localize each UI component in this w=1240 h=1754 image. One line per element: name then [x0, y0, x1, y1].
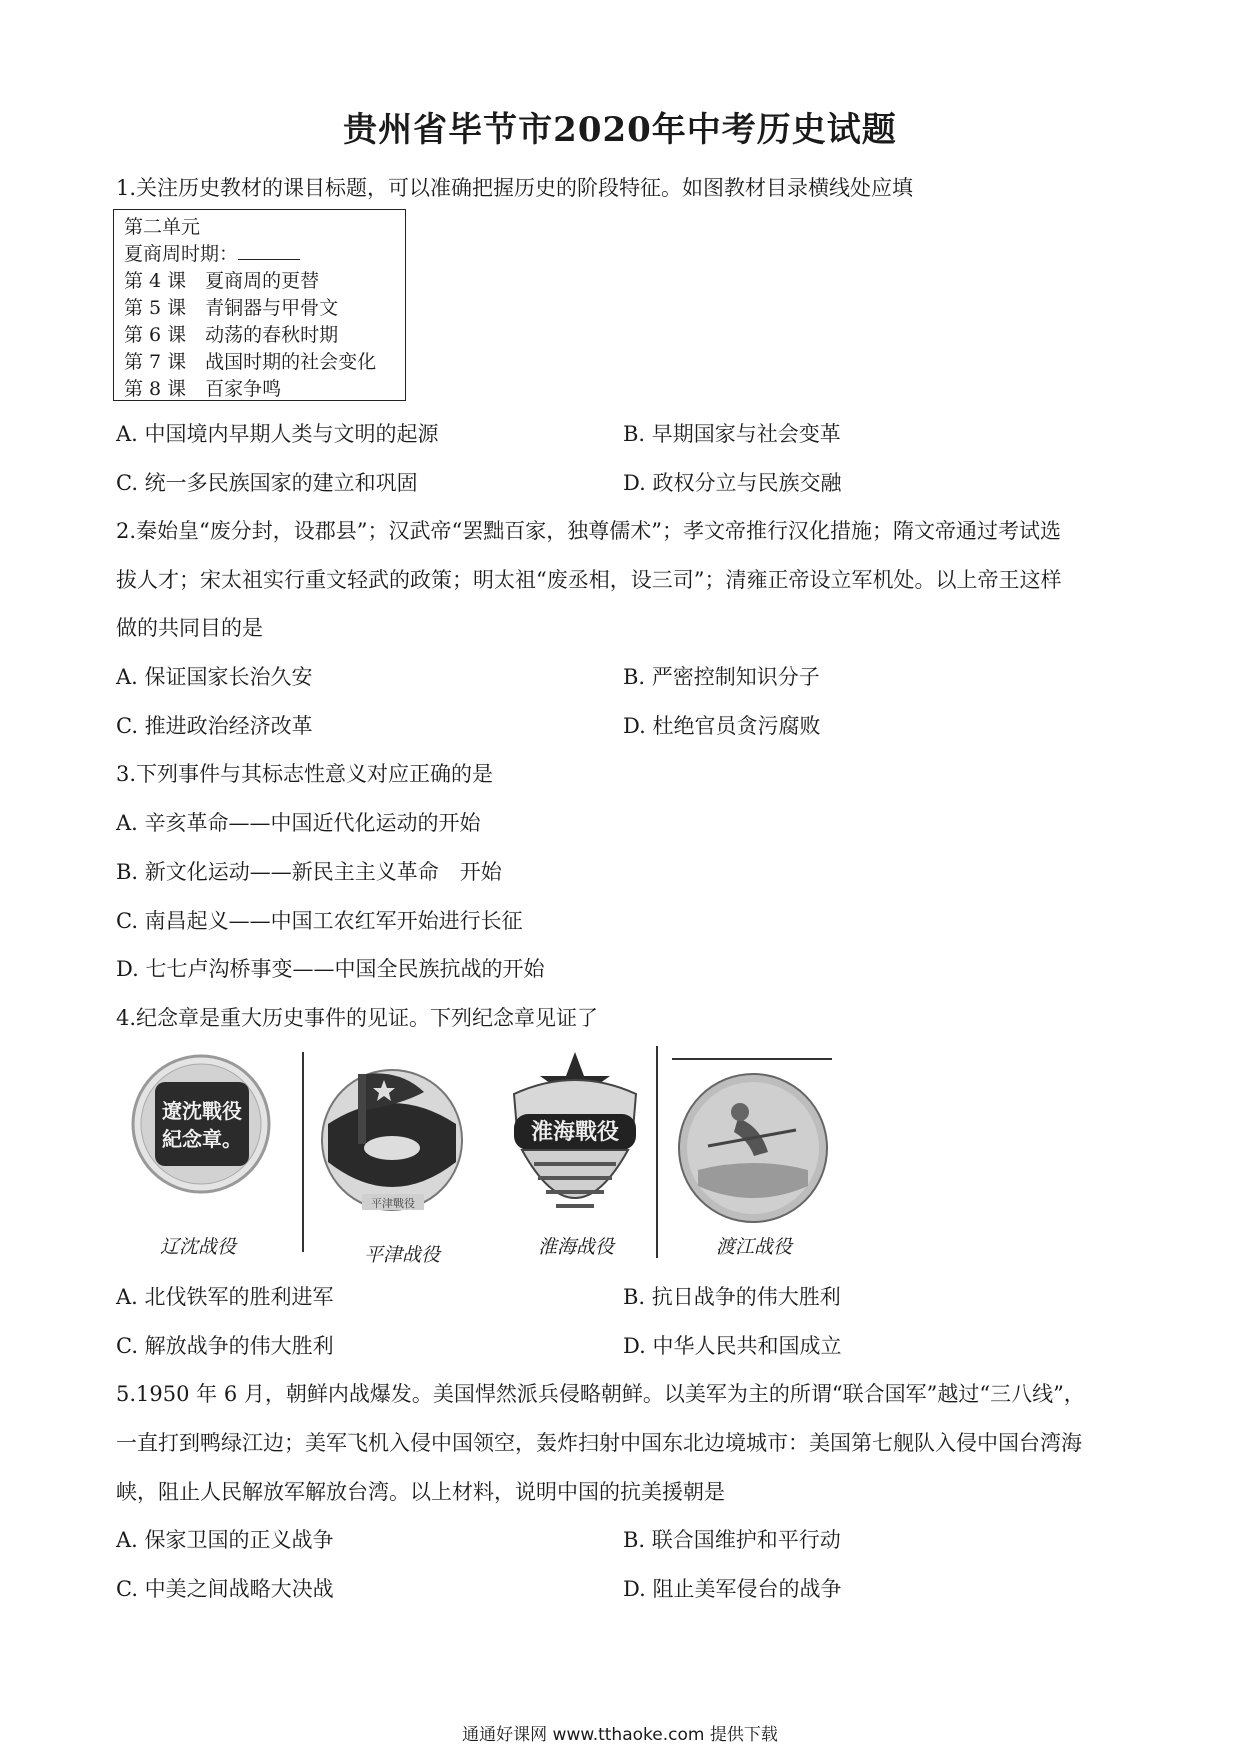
q5-option-d: D. 阻止美军侵台的战争 — [623, 1577, 842, 1601]
q3-option-b: B. 新文化运动——新民主主义革命 开始 — [116, 860, 502, 884]
toc-period: 夏商周时期： — [124, 241, 405, 268]
q3-option-d: D. 七七卢沟桥事变——中国全民族抗战的开始 — [116, 957, 545, 981]
toc-lesson: 第 8 课 百家争鸣 — [124, 378, 282, 400]
q5-option-b: B. 联合国维护和平行动 — [623, 1528, 841, 1552]
svg-text:遼沈戰役: 遼沈戰役 — [162, 1099, 242, 1123]
svg-text:淮海戰役: 淮海戰役 — [530, 1119, 620, 1145]
page-title: 贵州省毕节市2020年中考历史试题 — [343, 110, 897, 150]
q2-option-d: D. 杜绝官员贪污腐败 — [623, 714, 821, 738]
medal-huaihai-image — [500, 1046, 650, 1246]
medal-caption-huaihai: 淮海战役 — [538, 1236, 615, 1258]
q2-stem-line: 做的共同目的是 — [116, 616, 263, 640]
image-divider — [302, 1052, 304, 1252]
svg-text:平津戰役: 平津戰役 — [371, 1197, 415, 1210]
toc-lesson: 第 4 课 夏商周的更替 — [124, 270, 320, 292]
svg-text:紀念章。: 紀念章。 — [162, 1127, 242, 1151]
q5-option-c: C. 中美之间战略大决战 — [116, 1577, 334, 1601]
medal-pingjin-image — [306, 1052, 476, 1252]
q4-option-d: D. 中华人民共和国成立 — [623, 1334, 842, 1358]
q2-stem-line: 2.秦始皇“废分封，设郡县”；汉武帝“罢黜百家，独尊儒术”；孝文帝推行汉化措施；隋文帝通过考试选 — [116, 519, 1061, 543]
q1-option-c: C. 统一多民族国家的建立和巩固 — [116, 471, 418, 495]
q1-table-of-contents — [113, 209, 406, 401]
q2-option-c: C. 推进政治经济改革 — [116, 714, 313, 738]
q2-option-b: B. 严密控制知识分子 — [623, 665, 820, 689]
medal-caption-dujiang: 渡江战役 — [716, 1236, 793, 1258]
q3-option-c: C. 南昌起义——中国工农红军开始进行长征 — [116, 909, 523, 933]
medal-caption-pingjin: 平津战役 — [364, 1244, 441, 1266]
q4-option-c: C. 解放战争的伟大胜利 — [116, 1334, 334, 1358]
q3-option-a: A. 辛亥革命——中国近代化运动的开始 — [116, 811, 481, 835]
page-footer: 通通好课网 www.tthaoke.com 提供下载 — [462, 1725, 778, 1745]
medal-dujiang-image — [668, 1060, 838, 1250]
q2-stem-line: 拔人才；宋太祖实行重文轻武的政策；明太祖“废丞相，设三司”；清雍正帝设立军机处。以上帝王这样 — [116, 568, 1062, 592]
q5-stem-line: 5.1950 年 6 月，朝鲜内战爆发。美国悍然派兵侵略朝鲜。以美军为主的所谓“联合国军”越过“三八线”， — [116, 1382, 1085, 1406]
q5-stem-line: 峡，阻止人民解放军解放台湾。以上材料，说明中国的抗美援朝是 — [116, 1480, 725, 1504]
q4-stem: 4.纪念章是重大历史事件的见证。下列纪念章见证了 — [116, 1006, 599, 1030]
toc-lesson: 第 5 课 青铜器与甲骨文 — [124, 297, 339, 319]
medal-liaoshen-image — [113, 1052, 283, 1252]
toc-lesson: 第 6 课 动荡的春秋时期 — [124, 324, 339, 346]
q5-stem-line: 一直打到鸭绿江边；美军飞机入侵中国领空，轰炸扫射中国东北边境城市：美国第七舰队入侵中国台湾海 — [116, 1431, 1082, 1455]
q4-option-b: B. 抗日战争的伟大胜利 — [623, 1285, 841, 1309]
toc-lesson: 第 7 课 战国时期的社会变化 — [124, 351, 377, 373]
q2-option-a: A. 保证国家长治久安 — [116, 665, 313, 689]
q1-option-a: A. 中国境内早期人类与文明的起源 — [116, 422, 439, 446]
q1-option-b: B. 早期国家与社会变革 — [623, 422, 841, 446]
toc-unit: 第二单元 — [124, 216, 201, 238]
fill-in-blank — [238, 241, 300, 260]
q1-stem: 1.关注历史教材的课目标题，可以准确把握历史的阶段特征。如图教材目录横线处应填 — [116, 176, 914, 200]
q5-option-a: A. 保家卫国的正义战争 — [116, 1528, 334, 1552]
q3-stem: 3.下列事件与其标志性意义对应正确的是 — [116, 762, 494, 786]
q4-option-a: A. 北伐铁军的胜利进军 — [116, 1285, 334, 1309]
medal-caption-liaoshen: 辽沈战役 — [160, 1236, 237, 1258]
q1-option-d: D. 政权分立与民族交融 — [623, 471, 842, 495]
image-divider — [656, 1046, 658, 1258]
